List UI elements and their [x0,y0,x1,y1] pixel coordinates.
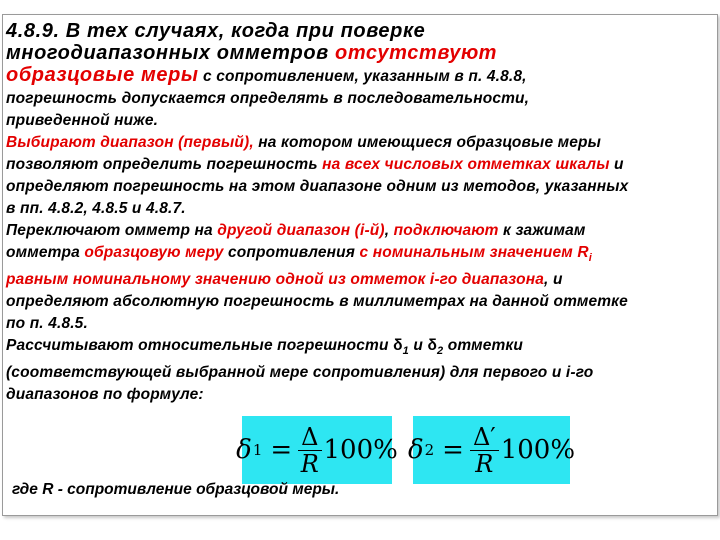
text-line-15 [6,335,716,362]
text-span: определяют погрешность на этом диапазоне одним из методов, указанных [6,178,629,195]
text-span: диапазонов по формуле: [6,386,204,403]
highlight-equal-nominal: равным номинальному значению одной из отметок i-го диапазона [6,271,545,288]
formula-delta-2 [407,416,576,484]
text-line-7 [6,154,716,176]
formula-subscript: 1 [252,441,263,459]
formula-subscript: 2 [424,441,435,459]
text-span: приведенной ниже. [6,112,159,129]
text-line-2 [6,42,716,64]
text-span: омметра [6,244,85,261]
text-line-13 [6,291,716,313]
formula-denominator: R [475,449,494,478]
text-line-12 [6,269,716,291]
highlight-connect: подключают [393,222,499,239]
text-span: сопротивления [223,244,360,261]
text-span: Рассчитывают относительные погрешности [6,337,394,354]
highlight-reference-measure: образцовую меру [84,244,224,261]
text-span: (соответствующей выбранной мере сопротивления) для первого и i-го [6,364,594,381]
text-span: на котором имеющиеся образцовые меры [253,134,602,151]
formula-equals: = [442,435,464,465]
formula-symbol: δ [407,435,424,465]
text-span: и [609,156,624,173]
delta-symbol: δ [393,337,403,354]
text-span: определяют абсолютную погрешность в миллиметрах на данной отметке [6,293,628,310]
highlight-reference-measures: образцовые меры [6,64,199,86]
text-span: по п. 4.8.5. [6,315,88,332]
formula-equals: = [270,435,293,465]
text-line-16 [6,362,716,384]
footnote: где R - сопротивление образцовой меры. [12,481,340,498]
subscript-2: 2 [437,345,444,357]
text-line-3 [6,64,716,88]
text-line-8 [6,176,716,198]
highlight-other-range: другой диапазон (i-й) [217,222,385,239]
text-span: Переключают омметр на [6,222,218,239]
text-line-17 [6,384,716,406]
subscript-1: 1 [402,345,409,357]
highlight-all-marks: на всех числовых отметках шкалы [322,156,610,173]
delta-symbol: δ [427,337,437,354]
formula-symbol: δ [236,435,252,465]
highlight-nominal-value: с номинальным значением R [359,244,589,261]
subscript-i: i [588,252,592,264]
text-span: 4.8.9. В тех случаях, когда при поверке [6,20,426,42]
text-span: позволяют определить погрешность [6,156,323,173]
text-span: с сопротивлением, указанным в п. 4.8.8, [198,68,527,85]
text-line-5 [6,110,716,132]
text-line-1 [6,20,716,42]
formula-percent: 100% [500,435,576,465]
formula-numerator: Δ′ [472,422,496,451]
text-span: к зажимам [498,222,586,239]
text-line-14 [6,313,716,335]
text-span: в пп. 4.8.2, 4.8.5 и 4.8.7. [6,200,186,217]
text-span: погрешность допускается определять в последовательности, [6,90,530,107]
text-span: , и [544,271,563,288]
formula-fraction [298,424,321,477]
highlight-first-range: Выбирают диапазон (первый), [6,134,254,151]
text-span: , [384,222,394,239]
text-span: многодиапазонных омметров [6,42,335,64]
text-line-6 [6,132,716,154]
text-line-4 [6,88,716,110]
formula-denominator: R [300,449,319,478]
formula-numerator: Δ [301,422,319,451]
text-line-9 [6,198,716,220]
formula-delta-1 [236,416,398,484]
text-line-10 [6,220,716,242]
highlight-absent: отсутствуют [335,42,498,64]
text-span: и [408,337,428,354]
formula-percent: 100% [323,435,398,465]
text-line-11 [6,242,716,269]
formula-fraction [470,424,499,477]
paragraph-4-8-9 [6,20,716,406]
text-span: отметки [443,337,524,354]
